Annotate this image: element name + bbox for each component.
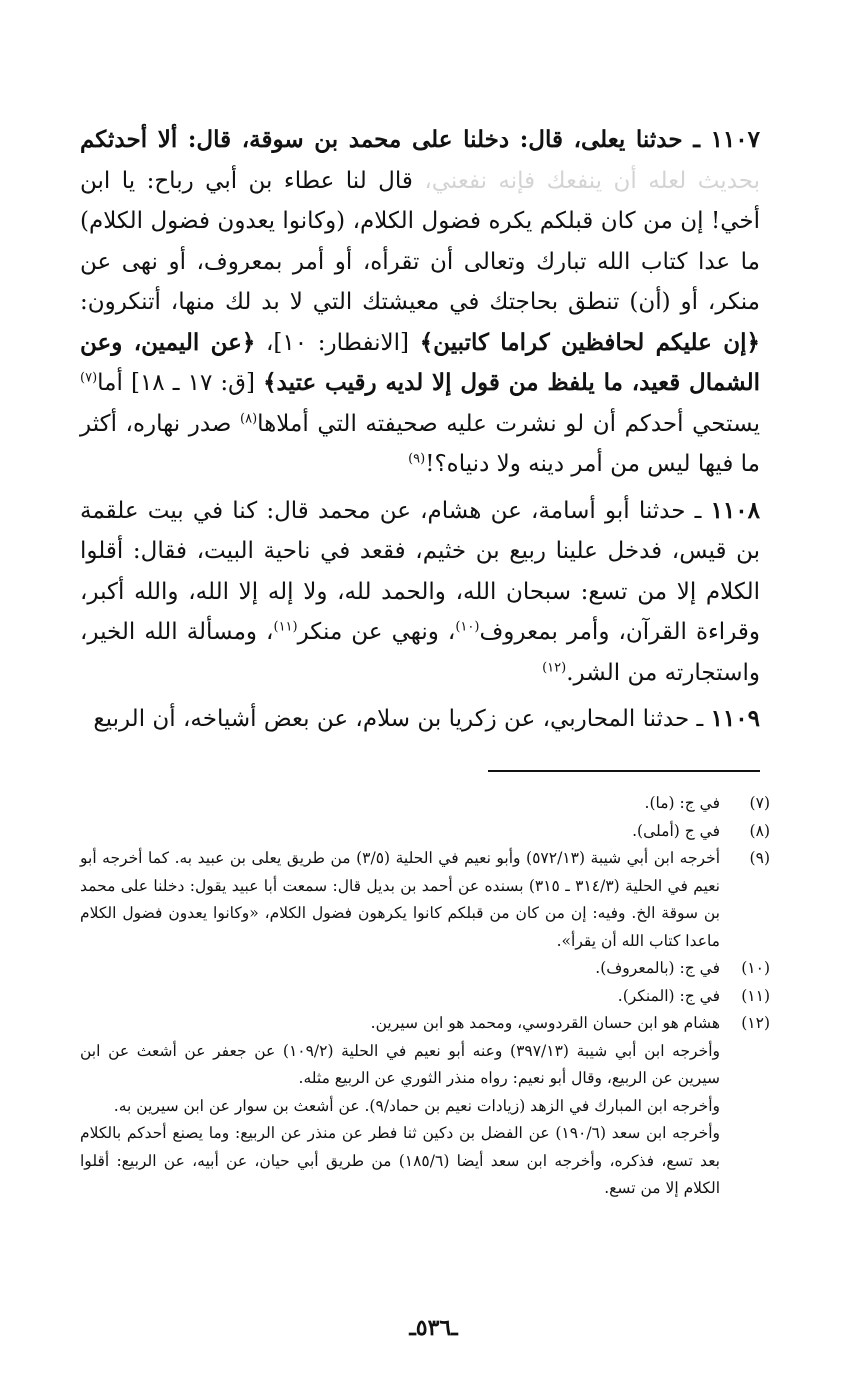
text-segment: ، ونهي عن منكر bbox=[297, 619, 456, 645]
footnote-line: وأخرجه ابن المبارك في الزهد (زيادات نعيم بن حماد/٩). عن أشعث بن سوار عن ابن سيرين به. bbox=[113, 1096, 720, 1115]
page-number: ـ٥٣٦ـ bbox=[409, 1315, 458, 1341]
footnote bbox=[80, 845, 770, 955]
text-segment: قال لنا عطاء بن أبي رباح: يا ابن أخي! إن من كان قبلكم يكره فضول الكلام، (وكانوا يعدون فضول الكلام) ما عدا كتاب الله تبارك وتعالى أن تقرأه، أو أمر بمعروف، أو نهى عن منكر، أو (أن) تنطق بحاجتك في معيشتك التي لا بد لك منها، أتنكرون: bbox=[80, 167, 760, 315]
text-segment: ، ومسألة الله الخير، واستجارته من الشر. bbox=[80, 619, 760, 686]
footnote-line: في ج: (ما). bbox=[644, 794, 720, 812]
text-segment: [الانفطار: ١٠]، bbox=[255, 329, 420, 356]
footnote-body bbox=[80, 1010, 720, 1203]
footnote bbox=[80, 818, 770, 846]
hadith-number: ١١٠٧ bbox=[710, 126, 760, 153]
text-segment: بحديث لعله أن ينفعك فإنه نفعني، bbox=[412, 167, 761, 194]
footnote-reference: (٧) bbox=[80, 370, 98, 386]
footnote-number: (٧) bbox=[749, 794, 770, 812]
footnote-number: (١٢) bbox=[741, 1014, 770, 1032]
text-segment: ـ حدثنا المحاربي، عن زكريا بن سلام، عن بعض أشياخه، أن الربيع bbox=[93, 706, 711, 732]
text-segment: [ق: ١٧ ـ ١٨] أما bbox=[97, 370, 264, 396]
footnote-line: في ج (أملى). bbox=[632, 821, 720, 840]
footnote bbox=[80, 790, 770, 818]
bold-text-segment: ﴿عن اليمين، وعن الشمال قعيد، ما يلفظ من قول إلا لديه رقيب عتيد﴾ bbox=[80, 328, 760, 396]
footnote-number: (١١) bbox=[741, 986, 770, 1005]
footnotes bbox=[80, 790, 770, 1203]
footnote-number: (٩) bbox=[749, 849, 770, 867]
footnote-body bbox=[80, 790, 720, 818]
footnote-reference: (٩) bbox=[408, 451, 426, 467]
hadith-paragraph bbox=[80, 491, 760, 694]
footnote-body bbox=[80, 845, 720, 955]
text-segment: ـ حدثنا أبو أسامة، عن هشام، عن محمد قال: كنا في بيت علقمة بن قيس، فدخل علينا ربيع بن خثيم، فقعد في ناحية البيت، فقال: أقلوا الكلام إلا من تسع: سبحان الله، والحمد لله، ولا إله إلا الله، والله أكبر، وقراءة القرآن، وأمر بمعروف bbox=[80, 497, 760, 645]
footnote-body bbox=[80, 818, 720, 846]
footnote-separator bbox=[488, 770, 760, 772]
hadith-text bbox=[93, 706, 710, 732]
footnote-number: (١٠) bbox=[741, 959, 770, 977]
footnote-reference: (١٢) bbox=[542, 659, 567, 675]
footnote bbox=[80, 983, 770, 1011]
footnote-body bbox=[80, 983, 720, 1011]
footnote-reference: (١١) bbox=[273, 619, 298, 635]
footnote-reference: (١٠) bbox=[455, 619, 480, 635]
hadith-text bbox=[80, 498, 760, 686]
main-text bbox=[80, 120, 760, 746]
text-segment: صدر نهاره، أكثر ما فيها ليس من أمر دينه ولا دنياه؟! bbox=[80, 410, 760, 477]
footnote bbox=[80, 1010, 770, 1203]
hadith-number: ١١٠٨ bbox=[710, 496, 760, 524]
bold-text-segment: ـ حدثنا يعلى، قال: دخلنا على محمد بن سوقة، قال: ألا أحدثكم bbox=[80, 126, 711, 153]
hadith-number: ١١٠٩ bbox=[710, 705, 760, 732]
footnote-line: وأخرجه ابن أبي شيبة (٣٩٧/١٣) وعنه أبو نعيم في الحلية (١٠٩/٢) عن جعفر عن أشعث عن ابن سيرين عن الربيع، وقال أبو نعيم: رواه منذر الثوري عن الربيع مثله. bbox=[80, 1041, 720, 1087]
bold-text-segment: ﴿إن عليكم لحافظين كراما كاتبين﴾ bbox=[419, 328, 760, 356]
hadith-paragraph bbox=[80, 699, 760, 740]
footnote-line: في ج: (بالمعروف). bbox=[595, 959, 720, 977]
footnote bbox=[80, 955, 770, 983]
hadith-text bbox=[80, 127, 760, 477]
text-segment: يستحي أحدكم أن لو نشرت عليه صحيفته التي أملاها bbox=[257, 410, 760, 437]
footnote-line: وأخرجه ابن سعد (١٩٠/٦) عن الفضل بن دكين ثنا فطر عن منذر عن الربيع: وما يصنع أحدكم بالكلام بعد تسع، فذكره، وأخرجه ابن سعد أيضا (١٨٥/٦) من طريق أبي حيان، عن أبيه، عن الربيع: أقلوا الكلام إلا من تسع. bbox=[80, 1124, 721, 1197]
footnote-body bbox=[80, 955, 720, 983]
footnote-number: (٨) bbox=[749, 821, 770, 840]
footnote-line: أخرجه ابن أبي شيبة (٥٧٢/١٣) وأبو نعيم في الحلية (٣/٥) من طريق يعلى بن عبيد به. كما أخرجه أبو نعيم في الحلية (٣١٤/٣ ـ ٣١٥) بسنده عن أحمد بن بديل قال: سمعت أبا عبيد يقول: دخلنا على محمد بن سوقة الخ. وفيه: إن من كان من قبلكم كانوا يكرهون فضول الكلام، «وكانوا يعدون فضول الكلام ماعدا كتاب الله أن يقرأ». bbox=[80, 849, 720, 950]
hadith-paragraph bbox=[80, 120, 760, 485]
footnote-line: في ج: (المنكر). bbox=[617, 986, 720, 1005]
footnote-line: هشام هو ابن حسان القردوسي، ومحمد هو ابن سيرين. bbox=[370, 1014, 720, 1032]
footnote-reference: (٨) bbox=[240, 410, 258, 426]
